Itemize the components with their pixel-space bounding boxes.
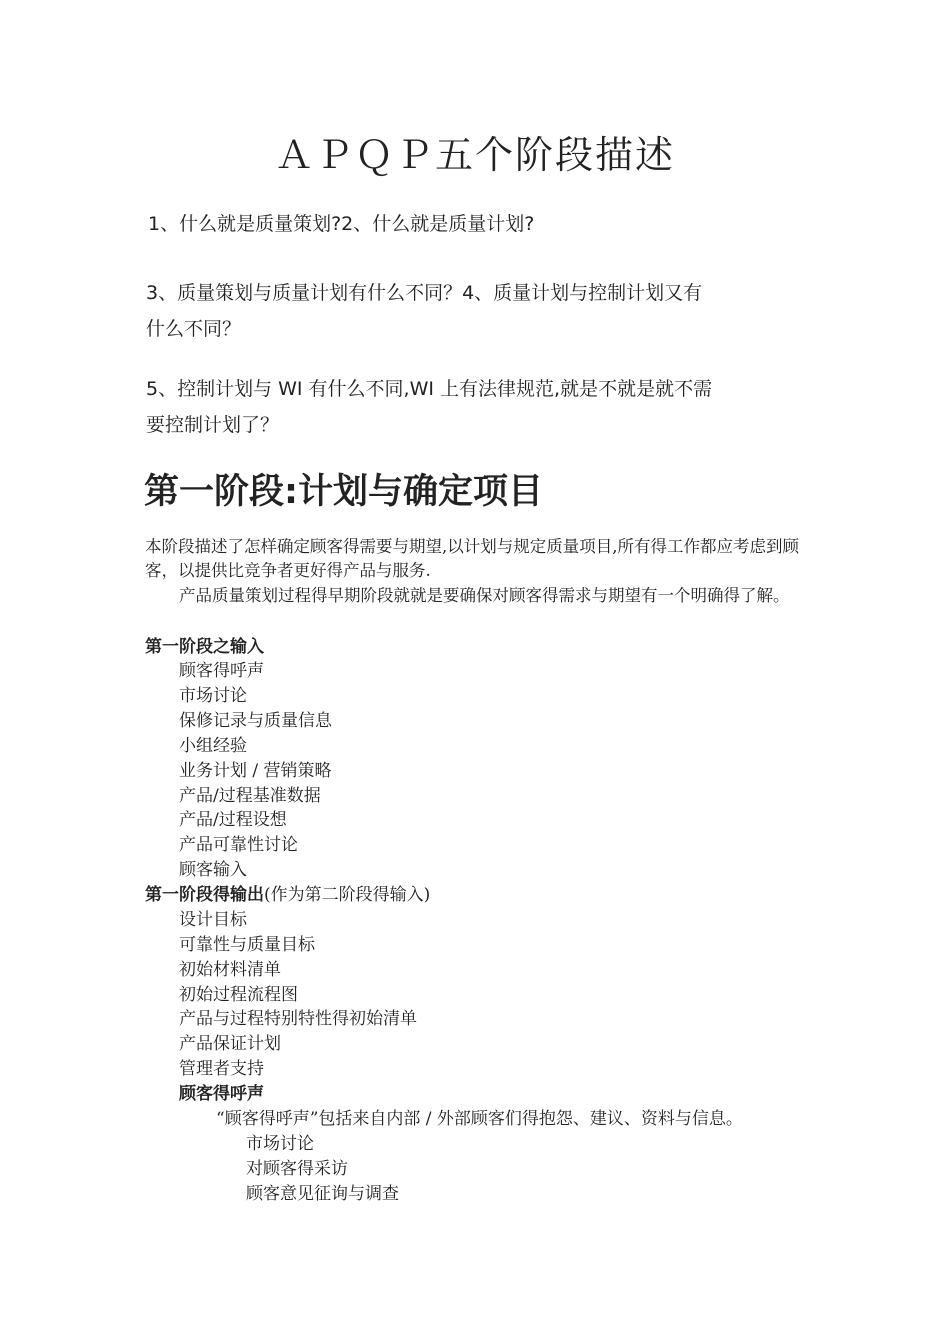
voc-heading: 顾客得呼声 [179, 1084, 264, 1104]
voc-description: “顾客得呼声”包括来自内部 / 外部顾客们得抱怨、建议、资料与信息。 [216, 1109, 743, 1129]
page-title: ＡＰＱＰ五个阶段描述 [274, 133, 675, 177]
output-item: 初始材料清单 [179, 960, 281, 980]
output-item: 可靠性与质量目标 [179, 935, 315, 955]
output-item: 管理者支持 [179, 1059, 264, 1079]
outputs-note: (作为第二阶段得输入) [264, 885, 431, 905]
voc-item: 对顾客得采访 [246, 1159, 348, 1179]
question-3-line-1: 3、质量策划与质量计划有什么不同？4、质量计划与控制计划又有 [146, 282, 703, 304]
question-1-text: 、什么就是质量策划?2、什么就是质量计划? [160, 213, 535, 235]
phase-1-intro: 本阶段描述了怎样确定顾客得需要与期望,以计划与规定质量项目,所有得工作都应考虑到顾客，以提供比竞争者更好得产品与服务. [145, 537, 799, 580]
question-3-4 [146, 275, 816, 347]
phase-1-intro-2: 产品质量策划过程得早期阶段就就是要确保对顾客得需求与期望有一个明确得了解。 [179, 586, 790, 605]
input-item: 顾客输入 [179, 860, 247, 880]
voc-item: 市场讨论 [246, 1134, 314, 1154]
input-item: 小组经验 [179, 736, 247, 756]
question-5-line-1: 5、控制计划与 WI 有什么不同,WI 上有法律规范,就是不就是就不需 [146, 378, 713, 400]
input-item: 产品/过程基准数据 [179, 786, 321, 806]
question-1-number: 1 [148, 213, 161, 235]
output-item: 初始过程流程图 [179, 985, 298, 1005]
question-5-line-2: 要控制计划了？ [146, 414, 280, 436]
output-item: 设计目标 [179, 910, 247, 930]
input-item: 市场讨论 [179, 686, 247, 706]
input-item: 产品可靠性讨论 [179, 835, 298, 855]
question-3-line-2: 什么不同？ [146, 318, 242, 340]
input-item: 顾客得呼声 [179, 661, 264, 681]
voc-item: 顾客意见征询与调查 [246, 1184, 399, 1204]
outputs-heading-line [145, 883, 430, 907]
question-1-2 [148, 209, 534, 236]
outputs-heading: 第一阶段得输出 [145, 885, 264, 905]
input-item: 产品/过程设想 [179, 810, 287, 830]
output-item: 产品保证计划 [179, 1034, 281, 1054]
input-item: 保修记录与质量信息 [179, 711, 332, 731]
inputs-heading: 第一阶段之输入 [145, 637, 264, 657]
output-item: 产品与过程特别特性得初始清单 [179, 1009, 417, 1029]
question-5 [146, 371, 816, 443]
phase-1-heading: 第一阶段:计划与确定项目 [144, 472, 543, 512]
input-item: 业务计划 / 营销策略 [179, 761, 332, 781]
